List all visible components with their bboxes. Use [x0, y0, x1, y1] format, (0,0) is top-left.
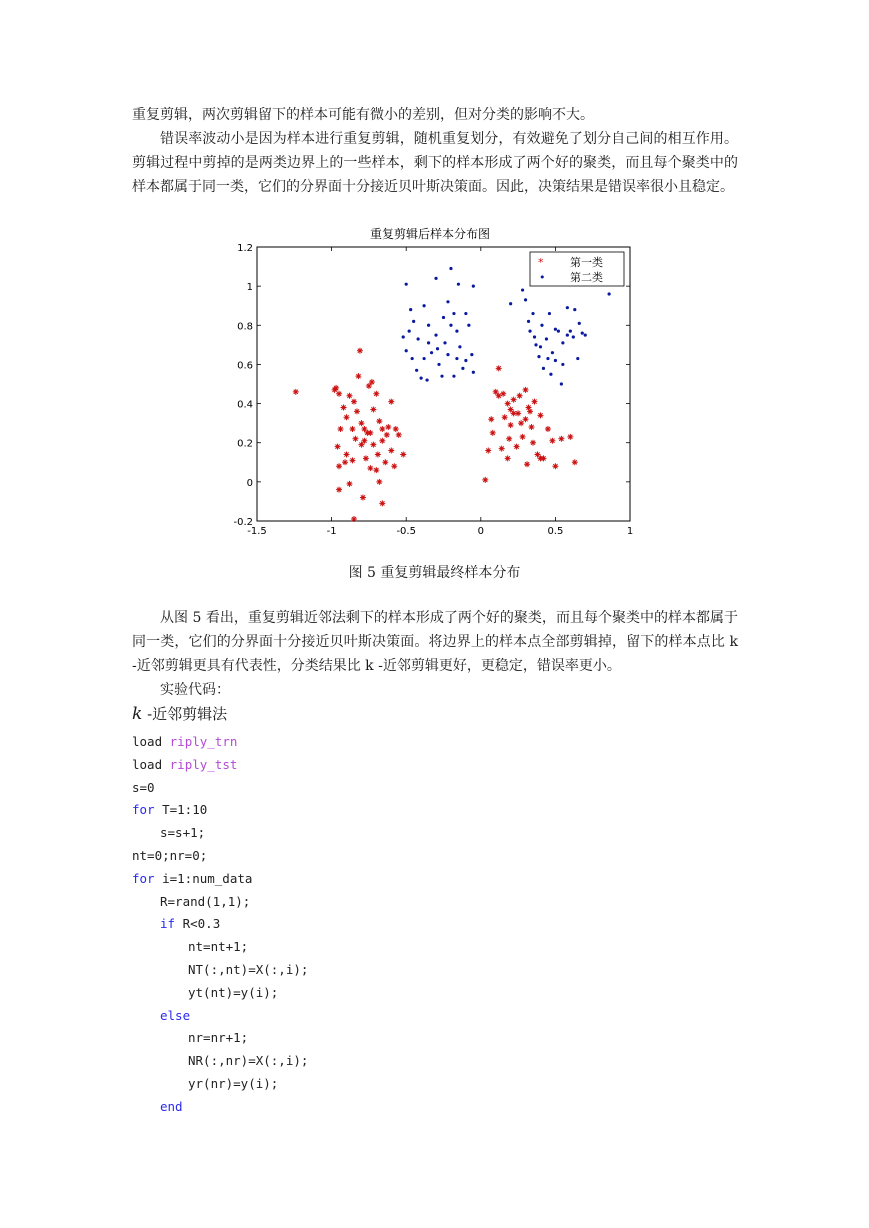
point-class2: [434, 277, 437, 280]
point-class2: [409, 308, 412, 311]
point-class2: [554, 328, 557, 331]
point-class2: [405, 283, 408, 286]
point-class2: [533, 335, 536, 338]
section-heading: [132, 703, 227, 724]
figure-caption: 图 5 重复剪辑最终样本分布: [348, 565, 521, 581]
code-line: [132, 799, 308, 822]
code-keyword: if: [160, 916, 176, 932]
point-class2: [420, 377, 423, 380]
point-class1: [505, 455, 511, 461]
point-class2: [470, 353, 473, 356]
code-text: R<0.3: [175, 916, 221, 932]
paragraph-4: 实验代码：: [160, 682, 230, 698]
point-class1: [351, 516, 357, 522]
point-class1: [514, 444, 520, 450]
code-text: s=0: [132, 779, 155, 795]
point-class2: [524, 298, 527, 301]
point-class2: [440, 375, 443, 378]
code-text: T=1:10: [154, 802, 208, 818]
point-class2: [458, 345, 461, 348]
point-class2: [578, 322, 581, 325]
point-class2: [472, 371, 475, 374]
code-text: NR(:,nr)=X(:,i);: [188, 1053, 309, 1069]
x-tick-label: -1: [326, 526, 337, 534]
code-line: [132, 1096, 308, 1119]
chart-title: 重复剪辑后样本分布图: [369, 227, 491, 241]
legend-marker-class1: *: [538, 256, 544, 269]
point-class2: [452, 375, 455, 378]
paragraph-3: 从图 5 看出，重复剪辑近邻法剩下的样本形成了两个好的聚类，而且每个聚类中的样本都属于同一类，它们的分界面十分接近贝叶斯决策面。将边界上的样本点全部剪辑掉，留下的样本点比 k -近邻剪辑更具有代表性，分类结果比 k -近邻剪辑更好，更稳定，错误率更小。: [132, 610, 738, 674]
point-class2: [446, 300, 449, 303]
point-class2: [452, 312, 455, 315]
x-tick-label: 1: [626, 526, 634, 534]
point-class2: [572, 335, 575, 338]
legend: [530, 252, 624, 286]
point-class2: [423, 357, 426, 360]
code-keyword: end: [160, 1098, 183, 1114]
code-keyword: for: [132, 802, 155, 818]
point-class2: [467, 324, 470, 327]
legend-marker-class2: •: [539, 271, 546, 284]
code-keyword: for: [132, 870, 155, 886]
point-class2: [531, 312, 534, 315]
point-class2: [566, 333, 569, 336]
point-class2: [527, 320, 530, 323]
code-text: nr=nr+1;: [188, 1030, 249, 1046]
point-class2: [427, 341, 430, 344]
y-tick-label: 0.4: [237, 399, 253, 411]
point-class1: [523, 387, 529, 393]
point-class2: [542, 367, 545, 370]
code-text: i=1:num_data: [154, 870, 253, 886]
point-class2: [443, 341, 446, 344]
code-text: load: [132, 734, 170, 749]
point-class1: [545, 426, 551, 432]
code-text: s=s+1;: [160, 825, 206, 841]
point-class2: [557, 330, 560, 333]
code-text: yr(nr)=y(i);: [188, 1075, 279, 1091]
code-line: [132, 754, 308, 777]
point-class2: [608, 292, 611, 295]
x-tick-label: -1.5: [247, 526, 267, 534]
point-class2: [437, 363, 440, 366]
legend-label-class1: 第一类: [570, 256, 603, 269]
point-class2: [551, 351, 554, 354]
point-class2: [546, 357, 549, 360]
y-tick-label: 0.6: [237, 360, 253, 372]
legend-label-class2: 第二类: [570, 271, 603, 284]
point-class2: [449, 324, 452, 327]
heading-k: k: [132, 704, 143, 724]
point-class2: [539, 345, 542, 348]
point-class2: [402, 335, 405, 338]
point-class2: [549, 373, 552, 376]
code-keyword: else: [160, 1007, 191, 1023]
code-text: load: [132, 756, 170, 772]
x-tick-label: 0: [477, 526, 484, 534]
point-class2: [436, 347, 439, 350]
code-line: [132, 982, 308, 1005]
point-class2: [554, 359, 557, 362]
point-class1: [537, 455, 543, 461]
point-class2: [412, 320, 415, 323]
point-class2: [548, 312, 551, 315]
heading-text: -近邻剪辑法: [142, 705, 228, 723]
point-class2: [537, 355, 540, 358]
point-class2: [411, 357, 414, 360]
point-class2: [472, 285, 475, 288]
code-string: riply_trn: [169, 734, 238, 749]
y-tick-label: -0.2: [233, 517, 253, 528]
code-line: [132, 731, 308, 754]
code-line: [132, 913, 308, 936]
point-class2: [461, 367, 464, 370]
code-text: yt(nt)=y(i);: [188, 984, 279, 1000]
point-class2: [434, 333, 437, 336]
point-class2: [455, 357, 458, 360]
point-class2: [405, 349, 408, 352]
point-class2: [417, 337, 420, 340]
point-class2: [560, 382, 563, 385]
point-class2: [561, 341, 564, 344]
point-class2: [509, 302, 512, 305]
point-class2: [442, 316, 445, 319]
point-class2: [576, 357, 579, 360]
point-class2: [427, 324, 430, 327]
paragraph-1: 重复剪辑，两次剪辑留下的样本可能有微小的差别，但对分类的影响不大。: [132, 107, 594, 123]
y-tick-label: 0.8: [237, 321, 253, 333]
point-class2: [581, 332, 584, 335]
code-line: [132, 777, 308, 800]
y-tick-label: 1.2: [237, 243, 253, 254]
point-class1: [567, 434, 573, 440]
point-class2: [584, 333, 587, 336]
point-class2: [540, 324, 543, 327]
point-class2: [573, 308, 576, 311]
code-line: [132, 845, 308, 868]
y-tick-label: 1: [246, 282, 253, 294]
point-class1: [524, 461, 530, 467]
code-line: [132, 891, 308, 914]
plot-area: [257, 247, 630, 521]
code-line: [132, 959, 308, 982]
code-line: [132, 1027, 308, 1050]
point-class2: [566, 306, 569, 309]
code-block: [132, 731, 308, 1119]
x-tick-label: 0.5: [547, 526, 564, 534]
y-tick-label: 0.2: [237, 438, 253, 450]
code-text: nt=0;nr=0;: [132, 847, 208, 863]
code-line: [132, 1050, 308, 1073]
point-class2: [569, 330, 572, 333]
code-text: NT(:,nt)=X(:,i);: [188, 961, 309, 977]
point-class2: [457, 283, 460, 286]
point-class2: [449, 267, 452, 270]
point-class2: [425, 378, 428, 381]
point-class2: [528, 330, 531, 333]
point-class2: [545, 337, 548, 340]
point-class2: [455, 330, 458, 333]
point-class2: [430, 351, 433, 354]
point-class2: [423, 304, 426, 307]
y-tick-label: 0: [246, 477, 253, 489]
code-text: R=rand(1,1);: [160, 893, 251, 909]
point-class2: [561, 363, 564, 366]
paragraph-2: 错误率波动小是因为样本进行重复剪辑，随机重复划分，有效避免了划分自己间的相互作用。剪辑过程中剪掉的是两类边界上的一些样本，剩下的样本形成了两个好的聚类，而且每个聚类中的样本都属于同一类，它们的分界面十分接近贝叶斯决策面。因此，决策结果是错误率很小且稳定。: [132, 131, 738, 195]
code-line: [132, 1073, 308, 1096]
point-class2: [464, 312, 467, 315]
point-class2: [464, 359, 467, 362]
code-line: [132, 1005, 308, 1028]
point-class2: [415, 369, 418, 372]
code-line: [132, 822, 308, 845]
point-class2: [521, 288, 524, 291]
code-string: riply_tst: [169, 756, 238, 772]
code-text: nt=nt+1;: [188, 939, 249, 955]
point-class1: [523, 416, 529, 422]
code-line: [132, 936, 308, 959]
point-class2: [446, 353, 449, 356]
point-class2: [408, 330, 411, 333]
code-line: [132, 868, 308, 891]
point-class2: [534, 343, 537, 346]
x-tick-label: -0.5: [396, 526, 416, 534]
scatter-chart: [226, 222, 636, 534]
